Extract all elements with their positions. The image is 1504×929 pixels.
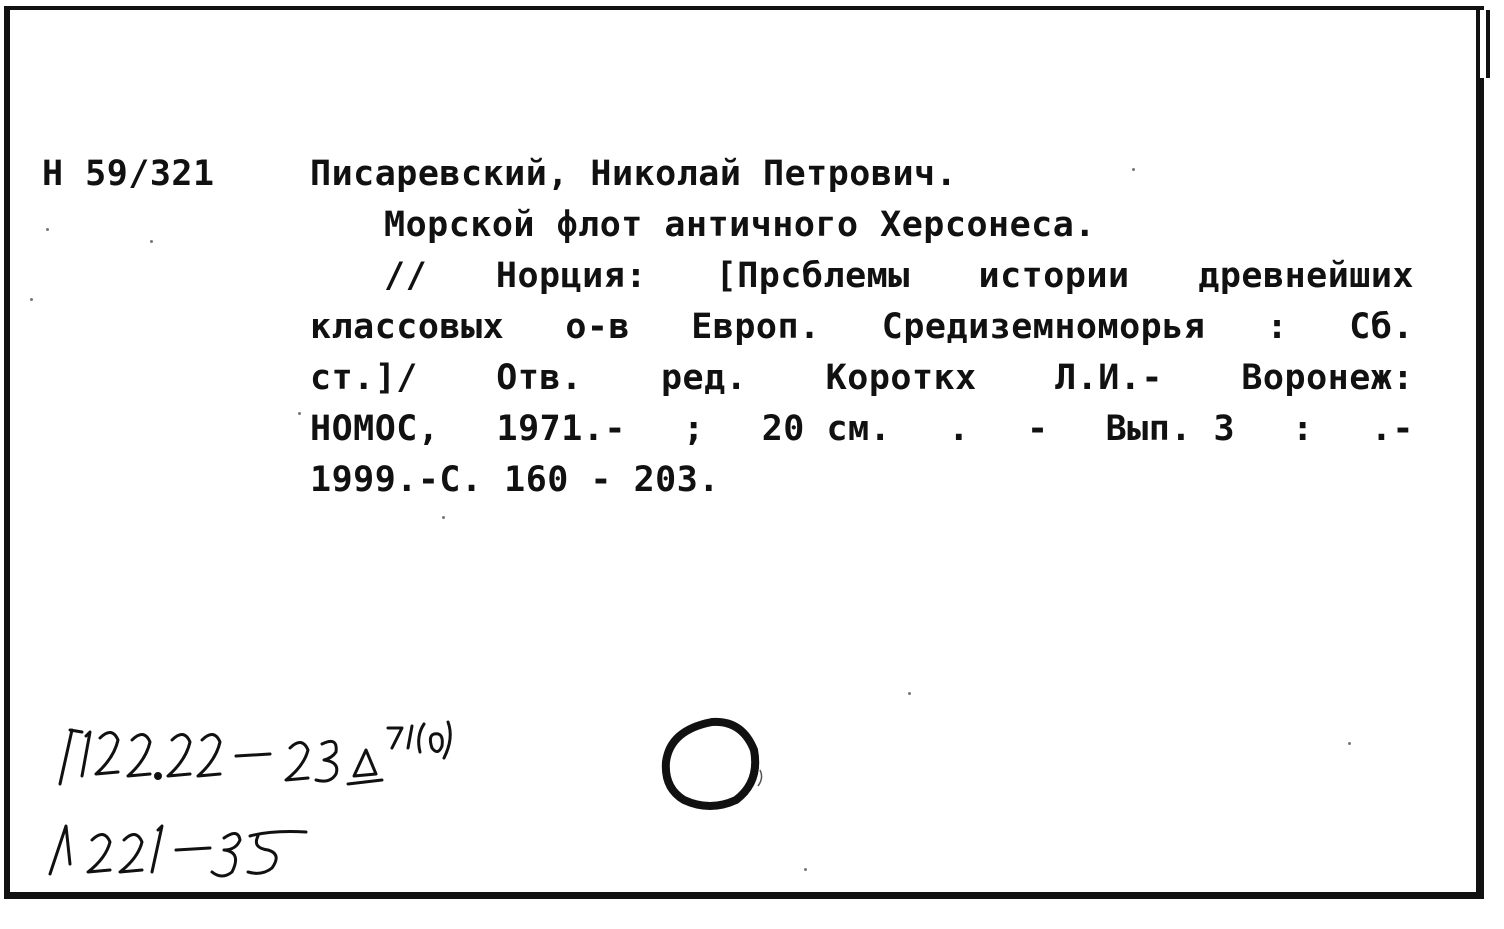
description-word: классовых [310, 307, 505, 347]
shelfmark: Н 59/321 [42, 154, 215, 194]
card-corner-notch [1480, 10, 1490, 78]
handwritten-classification [60, 722, 450, 784]
paper-speck [1348, 742, 1351, 745]
description-word: 20 см. [761, 409, 892, 449]
description-word: Л.И.- [1055, 358, 1163, 398]
description-word: : [1292, 409, 1314, 449]
description-word: Европ. [691, 307, 821, 347]
description-line-1 [384, 256, 1414, 296]
author-heading: Писаревский, Николай Петрович. [310, 154, 958, 194]
paper-speck [908, 692, 911, 695]
description-word: ст.]/ [310, 358, 418, 398]
work-title: Морской флот античного Херсонеса. [384, 205, 1096, 245]
description-word: Отв. [496, 358, 583, 398]
description-line-5 [310, 460, 1414, 500]
description-word: истории [978, 256, 1130, 296]
description-word: : [1266, 307, 1289, 347]
description-word: ред. [660, 358, 748, 398]
description-line-2 [310, 307, 1414, 347]
paper-speck [442, 516, 445, 519]
description-word: [Прсблемы [715, 256, 910, 296]
description-word: Норция: [495, 256, 647, 296]
description-word: ; [683, 409, 705, 449]
paper-speck [150, 240, 153, 243]
description-word: Короткх [825, 358, 977, 398]
paper-speck [804, 868, 807, 871]
description-word: - [1026, 409, 1049, 449]
description-line-3 [310, 358, 1414, 398]
description-word: древнейших [1198, 256, 1414, 296]
paper-speck [46, 228, 49, 231]
handwritten-number [50, 826, 306, 876]
description-word: .- [1370, 409, 1414, 449]
description-word: НОМОС, [310, 409, 440, 449]
round-stamp [660, 716, 770, 816]
description-word: . [948, 409, 970, 449]
description-word: 1971.- [496, 409, 626, 449]
paper-speck [1132, 168, 1135, 171]
description-word: 1999.-С. 160 - 203. [310, 460, 720, 500]
description-word: о-в [565, 307, 631, 347]
description-word: Средиземноморья [881, 307, 1206, 347]
handwritten-annotation [36, 714, 596, 894]
description-word: Воронеж: [1241, 358, 1414, 398]
description-word: Сб. [1349, 307, 1414, 347]
description-word: Вып. 3 [1105, 409, 1236, 449]
paper-speck [298, 412, 301, 415]
description-word: // [384, 256, 428, 296]
paper-speck [30, 298, 33, 301]
description-line-4 [310, 409, 1414, 449]
